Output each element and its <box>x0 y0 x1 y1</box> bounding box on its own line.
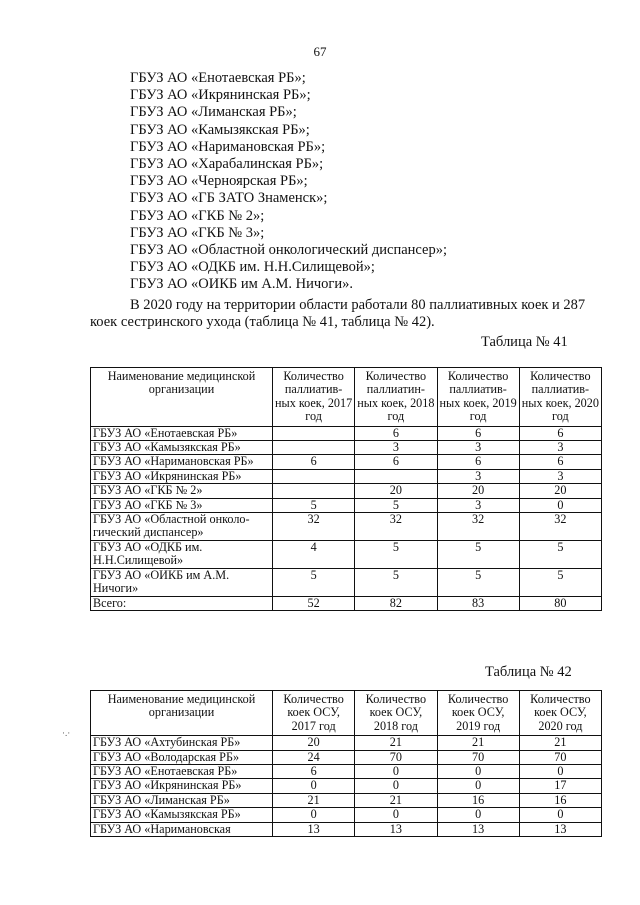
list-item: ГБУЗ АО «Икрянинская РБ»; <box>130 87 311 104</box>
table-cell-org: ГБУЗ АО «Ахтубинская РБ» <box>91 736 273 750</box>
list-item: ГБУЗ АО «Областной онкологический диспансер»; <box>130 242 447 259</box>
table-row <box>91 455 602 469</box>
paragraph-line-2: коек сестринского ухода (таблица № 41, таблица № 42). <box>90 314 435 331</box>
list-item: ГБУЗ АО «Наримановская РБ»; <box>130 138 326 155</box>
table-cell-value: 6 <box>519 455 601 469</box>
table-cell-value: 4 <box>273 540 355 568</box>
table-cell-org: ГБУЗ АО «Икрянинская РБ» <box>91 469 273 483</box>
table-row <box>91 822 602 836</box>
table-cell-value: 5 <box>437 568 519 596</box>
table-cell-value: 6 <box>437 455 519 469</box>
table-row <box>91 750 602 764</box>
table-cell-value: 6 <box>437 426 519 440</box>
table-cell-org: ГБУЗ АО «Областной онколо-гический диспансер» <box>91 513 273 541</box>
table-cell-value: 5 <box>519 540 601 568</box>
table-41-header-2020: Количество паллиатив-ных коек, 2020 год <box>519 368 601 427</box>
table-cell-value: 13 <box>437 822 519 836</box>
table-cell-value: 3 <box>437 498 519 512</box>
list-item: ГБУЗ АО «Камызякская РБ»; <box>130 121 310 138</box>
table-41-header-2018: Количество паллиатин-ных коек, 2018 год <box>355 368 437 427</box>
table-row <box>91 779 602 793</box>
table-cell-value: 3 <box>519 441 601 455</box>
table-42-header-2020: Количество коек ОСУ, 2020 год <box>519 691 601 736</box>
table-cell-value: 70 <box>519 750 601 764</box>
table-cell-value: 0 <box>355 779 437 793</box>
table-41 <box>90 367 602 611</box>
table-cell-value: 3 <box>437 441 519 455</box>
table-cell-value: 5 <box>437 540 519 568</box>
table-cell-org: ГБУЗ АО «Енотаевская РБ» <box>91 426 273 440</box>
table-cell-value: 0 <box>437 765 519 779</box>
table-42-header-org: Наименование медицинской организации <box>91 691 273 736</box>
table-cell-value: 5 <box>355 568 437 596</box>
table-cell-value: 0 <box>519 765 601 779</box>
scan-artifact: ·.· <box>62 728 71 738</box>
table-row <box>91 540 602 568</box>
table-cell-value: 21 <box>355 793 437 807</box>
table-cell-value: 32 <box>273 513 355 541</box>
table-cell-org: ГБУЗ АО «Наримановская РБ» <box>91 455 273 469</box>
table-cell-org: ГБУЗ АО «ОДКБ им. Н.Н.Силищевой» <box>91 540 273 568</box>
list-item: ГБУЗ АО «Харабалинская РБ»; <box>130 156 324 173</box>
table-cell-value <box>273 441 355 455</box>
table-row <box>91 441 602 455</box>
table-41-header-2017: Количество паллиатив-ных коек, 2017 год <box>273 368 355 427</box>
table-42-header-2019: Количество коек ОСУ, 2019 год <box>437 691 519 736</box>
table-row <box>91 513 602 541</box>
table-row <box>91 484 602 498</box>
table-cell-value: 82 <box>355 596 437 610</box>
table-cell-value: 5 <box>355 498 437 512</box>
table-cell-org: Всего: <box>91 596 273 610</box>
table-cell-value: 0 <box>437 779 519 793</box>
table-42 <box>90 690 602 837</box>
page-number: 67 <box>313 44 327 59</box>
table-cell-value: 3 <box>437 469 519 483</box>
table-cell-value: 24 <box>273 750 355 764</box>
table-42-header-row <box>91 691 602 736</box>
table-cell-org: ГБУЗ АО «ГКБ № 2» <box>91 484 273 498</box>
table-cell-value <box>273 469 355 483</box>
table-cell-value: 16 <box>519 793 601 807</box>
table-cell-org: ГБУЗ АО «Икрянинская РБ» <box>91 779 273 793</box>
list-item: ГБУЗ АО «Енотаевская РБ»; <box>130 70 306 86</box>
table-42-header-2017: Количество коек ОСУ, 2017 год <box>273 691 355 736</box>
table-cell-value: 0 <box>273 779 355 793</box>
table-cell-value: 21 <box>519 736 601 750</box>
table-cell-value: 20 <box>519 484 601 498</box>
list-item: ГБУЗ АО «Черноярская РБ»; <box>130 173 308 190</box>
list-item: ГБУЗ АО «ГБ ЗАТО Знаменск»; <box>130 190 328 207</box>
table-cell-org: ГБУЗ АО «Лиманская РБ» <box>91 793 273 807</box>
table-row <box>91 793 602 807</box>
table-cell-value: 20 <box>355 484 437 498</box>
table-cell-value: 16 <box>437 793 519 807</box>
table-41-header-2019: Количество паллиатив-ных коек, 2019 год <box>437 368 519 427</box>
table-cell-value: 70 <box>437 750 519 764</box>
table-cell-value: 0 <box>355 808 437 822</box>
table-cell-value: 20 <box>273 736 355 750</box>
table-row <box>91 596 602 610</box>
table-41-header-row <box>91 368 602 427</box>
summary-paragraph <box>90 297 590 331</box>
list-item: ГБУЗ АО «ГКБ № 2»; <box>130 207 265 224</box>
table-cell-value: 83 <box>437 596 519 610</box>
table-cell-value <box>273 484 355 498</box>
table-cell-value: 13 <box>273 822 355 836</box>
table-cell-value: 32 <box>437 513 519 541</box>
table-cell-value: 17 <box>519 779 601 793</box>
table-42-header-2018: Количество коек ОСУ, 2018 год <box>355 691 437 736</box>
table-cell-value: 6 <box>273 765 355 779</box>
organization-list <box>130 70 447 294</box>
table-41-header-org: Наименование медицинской организации <box>91 368 273 427</box>
table-cell-value: 21 <box>355 736 437 750</box>
table-cell-value: 13 <box>355 822 437 836</box>
table-cell-value: 0 <box>437 808 519 822</box>
table-cell-org: ГБУЗ АО «Наримановская <box>91 822 273 836</box>
table-cell-value: 5 <box>519 568 601 596</box>
table-cell-value: 5 <box>273 498 355 512</box>
table-cell-value: 0 <box>519 808 601 822</box>
table-42-caption: Таблица № 42 <box>485 664 572 680</box>
table-cell-value: 6 <box>355 455 437 469</box>
list-item: ГБУЗ АО «Лиманская РБ»; <box>130 104 297 121</box>
list-item: ГБУЗ АО «ОИКБ им А.М. Ничоги». <box>130 276 353 293</box>
table-cell-value <box>355 469 437 483</box>
list-item: ГБУЗ АО «ОДКБ им. Н.Н.Силищевой»; <box>130 259 375 276</box>
table-cell-value: 6 <box>519 426 601 440</box>
table-cell-value: 21 <box>273 793 355 807</box>
table-cell-value: 13 <box>519 822 601 836</box>
table-cell-value: 0 <box>355 765 437 779</box>
table-cell-value <box>273 426 355 440</box>
table-row <box>91 498 602 512</box>
table-row <box>91 469 602 483</box>
table-cell-org: ГБУЗ АО «ГКБ № 3» <box>91 498 273 512</box>
table-row <box>91 808 602 822</box>
table-cell-value: 3 <box>519 469 601 483</box>
table-cell-value: 5 <box>273 568 355 596</box>
table-cell-value: 32 <box>355 513 437 541</box>
table-cell-value: 32 <box>519 513 601 541</box>
table-cell-org: ГБУЗ АО «ОИКБ им А.М. Ничоги» <box>91 568 273 596</box>
table-row <box>91 765 602 779</box>
table-cell-value: 70 <box>355 750 437 764</box>
table-cell-org: ГБУЗ АО «Камызякская РБ» <box>91 808 273 822</box>
table-cell-value: 21 <box>437 736 519 750</box>
table-cell-value: 3 <box>355 441 437 455</box>
table-cell-org: ГБУЗ АО «Енотаевская РБ» <box>91 765 273 779</box>
table-row <box>91 568 602 596</box>
table-cell-org: ГБУЗ АО «Володарская РБ» <box>91 750 273 764</box>
table-cell-value: 6 <box>355 426 437 440</box>
paragraph-line-1: В 2020 году на территории области работали 80 паллиативных коек и 287 <box>130 297 586 313</box>
table-cell-value: 80 <box>519 596 601 610</box>
table-row <box>91 736 602 750</box>
table-cell-value: 20 <box>437 484 519 498</box>
table-41-caption: Таблица № 41 <box>481 334 568 350</box>
table-cell-value: 6 <box>273 455 355 469</box>
list-item: ГБУЗ АО «ГКБ № 3»; <box>130 224 265 241</box>
table-row <box>91 426 602 440</box>
table-cell-value: 52 <box>273 596 355 610</box>
table-cell-org: ГБУЗ АО «Камызякская РБ» <box>91 441 273 455</box>
table-cell-value: 0 <box>273 808 355 822</box>
table-cell-value: 5 <box>355 540 437 568</box>
table-cell-value: 0 <box>519 498 601 512</box>
